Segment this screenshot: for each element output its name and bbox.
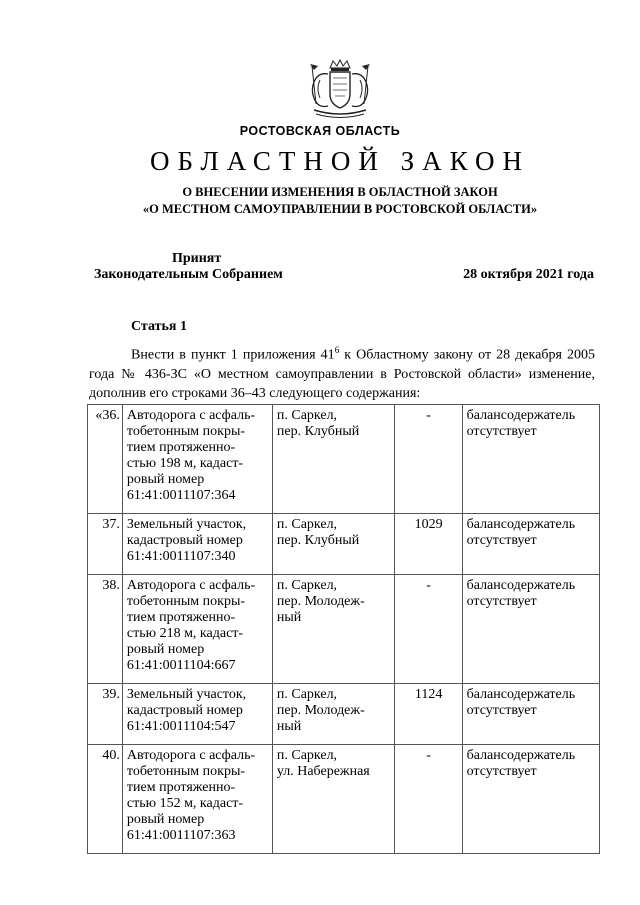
- article-superscript: 6: [334, 345, 340, 355]
- table-row: [88, 514, 600, 575]
- property-address-cell: п. Саркел, пер. Молодеж- ный: [272, 575, 394, 684]
- table-row: [88, 405, 600, 514]
- property-area-cell: 1029: [394, 514, 462, 575]
- document-type-title: ОБЛАСТНОЙ ЗАКОН: [150, 146, 530, 176]
- law-subtitle-line-2: «О МЕСТНОМ САМОУПРАВЛЕНИИ В РОСТОВСКОЙ ОБЛАСТИ»: [142, 202, 538, 216]
- property-name-cell: Автодорога с асфаль- тобетонным покры- тием протяженно- стью 218 м, кадаст- ровый номер 61:41:0011104:667: [122, 575, 272, 684]
- table-row: [88, 684, 600, 745]
- coat-of-arms-icon: [300, 58, 380, 122]
- property-name-cell: Земельный участок, кадастровый номер 61:41:0011107:340: [122, 514, 272, 575]
- property-address-cell: п. Саркел, ул. Набережная: [272, 745, 394, 854]
- region-name: РОСТОВСКАЯ ОБЛАСТЬ: [239, 124, 401, 138]
- adopting-body: Законодательным Собранием: [94, 267, 283, 282]
- row-number-cell: 40.: [88, 745, 123, 854]
- balance-holder-cell: балансодержатель отсутствует: [462, 514, 599, 575]
- amendment-table: [87, 404, 600, 854]
- property-address-cell: п. Саркел, пер. Клубный: [272, 405, 394, 514]
- property-name-cell: Автодорога с асфаль- тобетонным покры- тием протяженно- стью 198 м, кадаст- ровый номер 61:41:0011107:364: [122, 405, 272, 514]
- balance-holder-cell: балансодержатель отсутствует: [462, 684, 599, 745]
- row-number-cell: 39.: [88, 684, 123, 745]
- balance-holder-cell: балансодержатель отсутствует: [462, 405, 599, 514]
- adopted-label: Принят: [172, 251, 222, 266]
- law-subtitle-line-1: О ВНЕСЕНИИ ИЗМЕНЕНИЯ В ОБЛАСТНОЙ ЗАКОН: [182, 185, 498, 199]
- property-address-cell: п. Саркел, пер. Молодеж- ный: [272, 684, 394, 745]
- table-row: [88, 575, 600, 684]
- article-title: Статья 1: [131, 319, 187, 334]
- row-number-cell: 37.: [88, 514, 123, 575]
- property-area-cell: -: [394, 745, 462, 854]
- property-area-cell: -: [394, 575, 462, 684]
- adoption-date: 28 октября 2021 года: [463, 267, 594, 282]
- balance-holder-cell: балансодержатель отсутствует: [462, 745, 599, 854]
- article-text-start: Внести в пункт 1 приложения 41: [131, 347, 335, 363]
- property-area-cell: -: [394, 405, 462, 514]
- row-number-cell: 38.: [88, 575, 123, 684]
- property-name-cell: Земельный участок, кадастровый номер 61:41:0011104:547: [122, 684, 272, 745]
- balance-holder-cell: балансодержатель отсутствует: [462, 575, 599, 684]
- property-name-cell: Автодорога с асфаль- тобетонным покры- тием протяженно- стью 152 м, кадаст- ровый номер 61:41:0011107:363: [122, 745, 272, 854]
- property-address-cell: п. Саркел, пер. Клубный: [272, 514, 394, 575]
- amendment-table-body: [88, 405, 600, 854]
- article-body: [89, 341, 595, 403]
- property-area-cell: 1124: [394, 684, 462, 745]
- article-text-end: к Областному закону от 28 декабря 2005 года № 436-ЗС «О местном самоуправлении в Ростовской области» изменение, дополнив его строками 36–43 следующего содержания:: [89, 347, 595, 401]
- table-row: [88, 745, 600, 854]
- row-number-cell: «36.: [88, 405, 123, 514]
